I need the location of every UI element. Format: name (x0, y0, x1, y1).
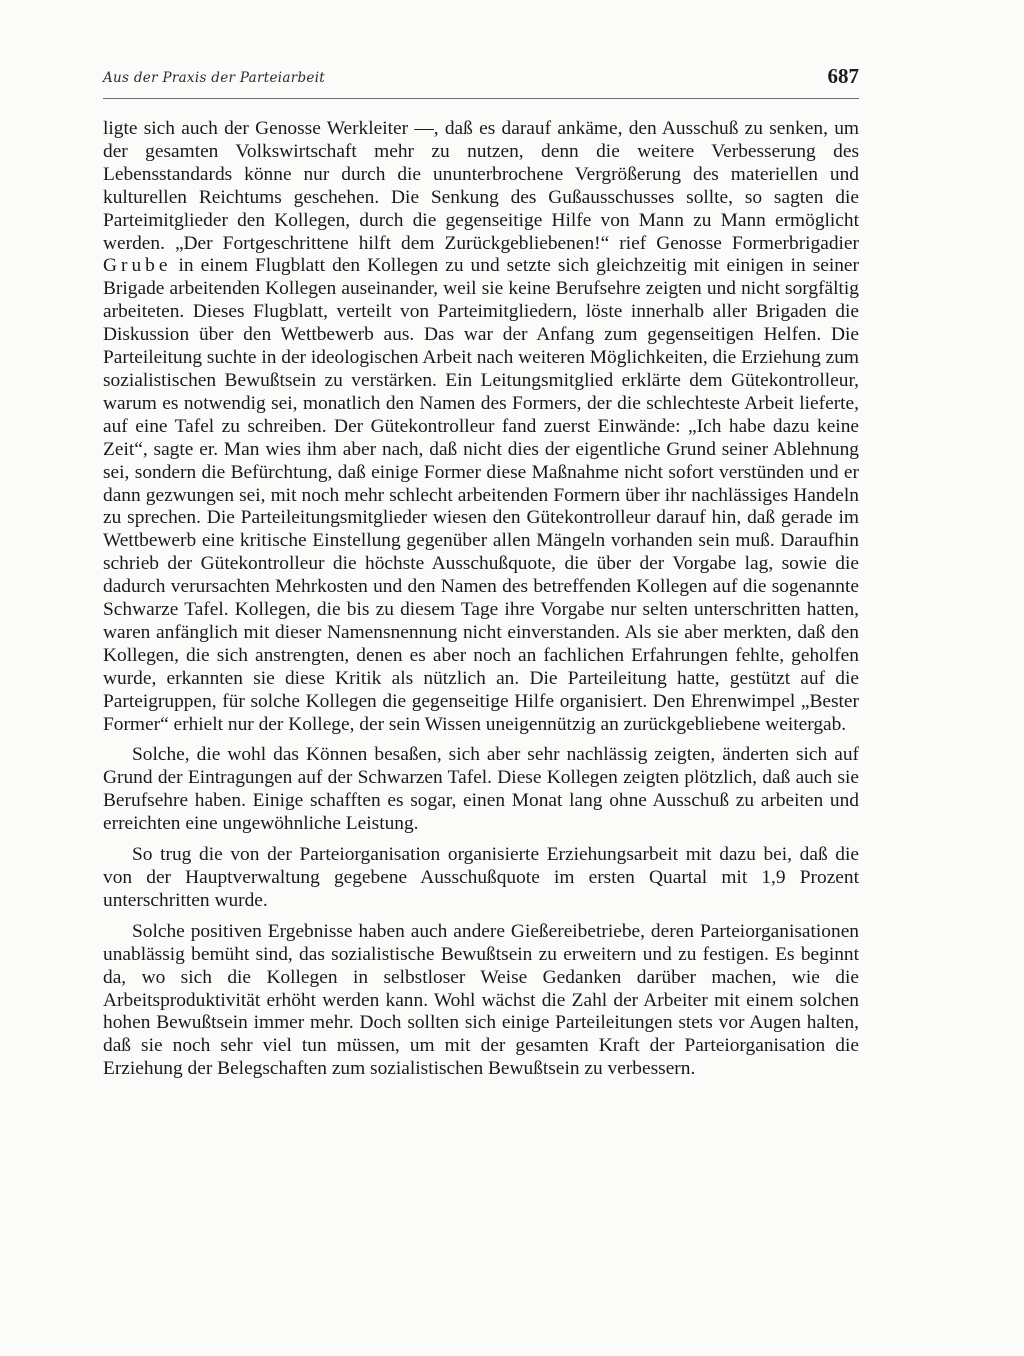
paragraph-2: Solche, die wohl das Können besaßen, sich aber sehr nachlässig zeigten, änderten sich auf Grund der Eintragungen auf der Schwarzen Tafel. Diese Kollegen zeigten plötzlich, daß auch sie Berufsehre haben. Einige schafften es sogar, einen Monat lang ohne Ausschuß zu arbeiten und erreichten eine ungewöhnliche Leistung. (103, 744, 859, 835)
paragraph-3: So trug die von der Parteiorganisation organisierte Erziehungsarbeit mit dazu bei, daß die von der Hauptverwaltung gegebene Ausschußquote im ersten Quartal mit 1,9 Prozent unterschritten wurde. (103, 844, 859, 911)
spaced-name-grube: Grube (103, 255, 172, 277)
page-number: 687 (827, 64, 859, 88)
page-header (103, 64, 859, 92)
article-body (103, 118, 859, 1089)
paragraph-4: Solche positiven Ergebnisse haben auch andere Gießereibetriebe, deren Parteiorganisationen unablässig bemüht sind, das sozialistische Bewußtsein zu erweitern und zu festigen. Es beginnt da, wo sich die Kollegen in selbstloser Weise Gedanken darüber machen, wie die Arbeitsproduktivität erhöht werden kann. Wohl wächst die Zahl der Arbeiter mit einem solchen hohen Bewußtsein immer mehr. Doch sollten sich einige Parteileitungen stets vor Augen halten, daß sie noch sehr viel tun müssen, um mit der gesamten Kraft der Parteiorganisation die Erziehung der Belegschaften zum sozialistischen Bewußtsein zu verbessern. (103, 920, 859, 1080)
running-head: Aus der Praxis der Parteiarbeit (103, 70, 326, 86)
paragraph-1-text-a: ligte sich auch der Genosse Werkleiter —, daß es darauf ankäme, den Ausschuß zu senken, um der gesamten Volkswirtschaft mehr zu nutzen, denn die weitere Verbesserung des Lebensstandards könne nur durch die ununterbrochene Vergrößerung des materiellen und kulturellen Reichtums geschehen. Die Senkung des Gußausschusses sollte, so sagten die Parteimitglieder den Kollegen, durch die gegenseitige Hilfe von Mann zu Mann ermöglicht werden. „Der Fortgeschrittene hilft dem Zurückgebliebenen!“ rief Genosse Formerbrigadier (103, 118, 859, 254)
paragraph-1 (103, 118, 859, 736)
header-rule (103, 98, 859, 99)
paragraph-1-text-b: in einem Flugblatt den Kollegen zu und setzte sich gleichzeitig mit einigen in seiner Brigade arbeitenden Kollegen auseinander, weil sie keine Berufsehre zeigten und nicht sorgfältig arbeiteten. Dieses Flugblatt, verteilt von Parteimitgliedern, löste innerhalb aller Brigaden die Diskussion über den Wettbewerb aus. Das war der Anfang zum gegenseitigen Helfen. Die Parteileitung suchte in der ideologischen Arbeit nach weiteren Möglichkeiten, die Erziehung zum sozialistischen Bewußtsein zu verstärken. Ein Leitungsmitglied erklärte dem Gütekontrolleur, warum es notwendig sei, monatlich den Namen des Formers, der die schlechteste Arbeit lieferte, auf eine Tafel zu schreiben. Der Gütekontrolleur fand zuerst Einwände: „Ich habe dazu keine Zeit“, sagte er. Man wies ihm aber nach, daß nicht dies der eigentliche Grund seiner Ablehnung sei, sondern die Befürchtung, daß einige Former diese Maßnahme nicht sofort verstünden und er dann gezwungen sei, mit noch mehr schlecht arbeitenden Formern über ihr nachlässiges Handeln zu sprechen. Die Parteileitungsmitglieder wiesen den Gütekontrolleur darauf hin, daß gerade im Wettbewerb eine kritische Einstellung gegenüber allen Mängeln vorhanden sein muß. Daraufhin schrieb der Gütekontrolleur die höchste Ausschußquote, die über der Vorgabe lag, sowie die dadurch verursachten Mehrkosten und den Namen des betreffenden Kollegen auf die sogenannte Schwarze Tafel. Kollegen, die bis zu diesem Tage ihre Vorgabe nur selten unterschritten hatten, waren anfänglich mit dieser Namensnennung nicht einverstanden. Als sie aber merkten, daß den Kollegen, die sich anstrengten, denen es aber noch an fachlichen Erfahrungen fehlte, geholfen wurde, erkannten sie diese Kritik als nützlich an. Die Parteileitung hatte, gestützt auf die Parteigruppen, für solche Kollegen die gegenseitige Hilfe organisiert. Den Ehrenwimpel „Bester Former“ erhielt nur der Kollege, der sein Wissen uneigennützig an zurückgebliebene weitergab. (103, 255, 859, 735)
